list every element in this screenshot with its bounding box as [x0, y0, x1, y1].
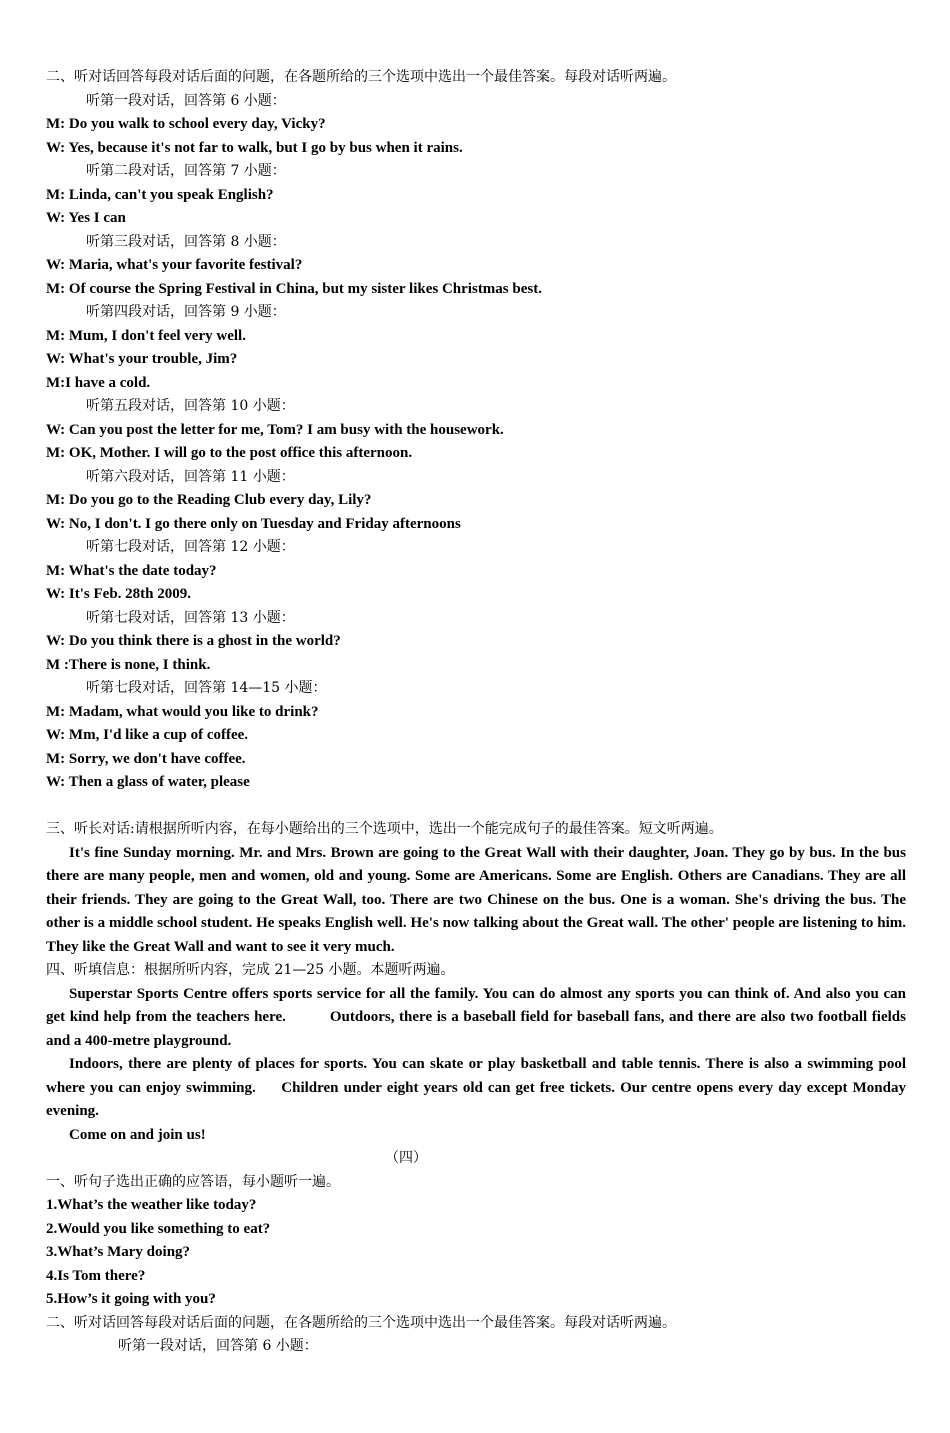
dialogue-line: W: No, I don't. I go there only on Tuesday and Friday afternoons: [46, 515, 461, 532]
dialogue-6-heading: 听第六段对话，回答第 11 小题：: [86, 468, 295, 485]
dialogue-line: W: Yes I can: [46, 210, 126, 226]
dialogue-line: M: Mum, I don't feel very well.: [46, 327, 246, 344]
question-3: 3.What’s Mary doing?: [46, 1244, 191, 1260]
section-4-paragraph-3: Come on and join us!: [69, 1126, 206, 1143]
dialogue-line: W: Yes, because it's not far to walk, but I go by bus when it rains.: [46, 139, 463, 156]
dialogue-line: M: Do you go to the Reading Club every day, Lily?: [46, 492, 372, 508]
dialogue-7-heading: 听第七段对话，回答第 12 小题：: [86, 539, 295, 555]
blank-line: [46, 795, 906, 819]
section-4-paragraph-2-b: Children under eight years old can get free tickets. Our centre opens every day except Monday evening.: [46, 1079, 906, 1119]
dialogue-5-heading: 听第五段对话，回答第 10 小题：: [86, 398, 295, 414]
dialogue-line: W: What's your trouble, Jim?: [46, 351, 238, 367]
section-4-paragraph-2: [46, 1053, 906, 1124]
document-page: [46, 66, 906, 1359]
dialogue-line: M: Sorry, we don't have coffee.: [46, 750, 246, 767]
dialogue-line: W: Maria, what's your favorite festival?: [46, 257, 303, 273]
dialogue-8-heading: 听第七段对话，回答第 13 小题：: [86, 609, 295, 626]
dialogue-line: W: It's Feb. 28th 2009.: [46, 586, 192, 602]
dialogue-line: M :There is none, I think.: [46, 656, 211, 673]
dialogue-line: M: Do you walk to school every day, Vicky?: [46, 116, 326, 132]
question-4: 4.Is Tom there?: [46, 1267, 146, 1284]
section-1-title: 一、听句子选出正确的应答语，每小题听一遍。: [46, 1173, 340, 1190]
dialogue-line: W: Mm, I'd like a cup of coffee.: [46, 727, 249, 743]
dialogue-4-heading: 听第四段对话，回答第 9 小题：: [86, 304, 286, 320]
section-4-paragraph-1-a: Superstar Sports Centre offers sports service for all the family. You can do almost any sports you can think of. And also you can get kind help from the teachers here.: [46, 985, 906, 1025]
section-2b-dialogue-1-heading: 听第一段对话，回答第 6 小题：: [118, 1338, 318, 1354]
section-2b-title: 二、听对话回答每段对话后面的问题，在各题所给的三个选项中选出一个最佳答案。每段对话听两遍。: [46, 1314, 676, 1331]
dialogue-line: W: Then a glass of water, please: [46, 774, 250, 790]
dialogue-3-heading: 听第三段对话，回答第 8 小题：: [86, 233, 286, 250]
dialogue-line: W: Can you post the letter for me, Tom? I am busy with the housework.: [46, 421, 504, 438]
dialogue-line: M: Linda, can't you speak English?: [46, 186, 274, 203]
section-4-paragraph-2-a: Indoors, there are plenty of places for sports. You can skate or play basketball and table tennis. There is also a swimming pool where you can enjoy swimming.: [46, 1056, 906, 1096]
part-four-heading: （四）: [385, 1150, 427, 1166]
dialogue-line: W: Do you think there is a ghost in the world?: [46, 633, 341, 649]
question-5: 5.How’s it going with you?: [46, 1291, 216, 1307]
dialogue-line: M: OK, Mother. I will go to the post office this afternoon.: [46, 445, 413, 461]
dialogue-line: M: Madam, what would you like to drink?: [46, 703, 319, 720]
question-2: 2.Would you like something to eat?: [46, 1220, 271, 1237]
section-3-passage: It's fine Sunday morning. Mr. and Mrs. Brown are going to the Great Wall with their daughter, Joan. They go by bus. In the bus there are many people, men and women, old and young. Some are Americans. Some are English. Others are Canadians. They are all their friends. They are going to the Great Wall, too. There are two Chinese on the bus. One is a woman. She's driving the bus. The other is a middle school student. He speaks English well. He's now talking about the Great wall. The other' people are listening to him. They like the Great Wall and want to see it very much.: [46, 844, 906, 955]
section-4-paragraph-1: [46, 983, 906, 1054]
section-3-title: 三、听长对话:请根据所听内容，在每小题给出的三个选项中，选出一个能完成句子的最佳答案。短文听两遍。: [46, 821, 723, 837]
section-4-paragraph-1-b: Outdoors, there is a baseball field for baseball fans, and there are also two football fields and a 400-metre playground.: [46, 1009, 906, 1049]
dialogue-9-heading: 听第七段对话，回答第 14—15 小题：: [86, 680, 327, 696]
dialogue-line: M: Of course the Spring Festival in China, but my sister likes Christmas best.: [46, 280, 542, 297]
dialogue-line: M: What's the date today?: [46, 562, 217, 579]
dialogue-line: M:I have a cold.: [46, 374, 151, 391]
question-1: 1.What’s the weather like today?: [46, 1197, 257, 1213]
section-4-title: 四、听填信息：根据所听内容，完成 21—25 小题。本题听两遍。: [46, 962, 455, 978]
dialogue-2-heading: 听第二段对话，回答第 7 小题：: [86, 163, 286, 179]
section-2-title: 二、听对话回答每段对话后面的问题，在各题所给的三个选项中选出一个最佳答案。每段对话听两遍。: [46, 69, 676, 85]
dialogue-1-heading: 听第一段对话，回答第 6 小题：: [86, 92, 286, 109]
